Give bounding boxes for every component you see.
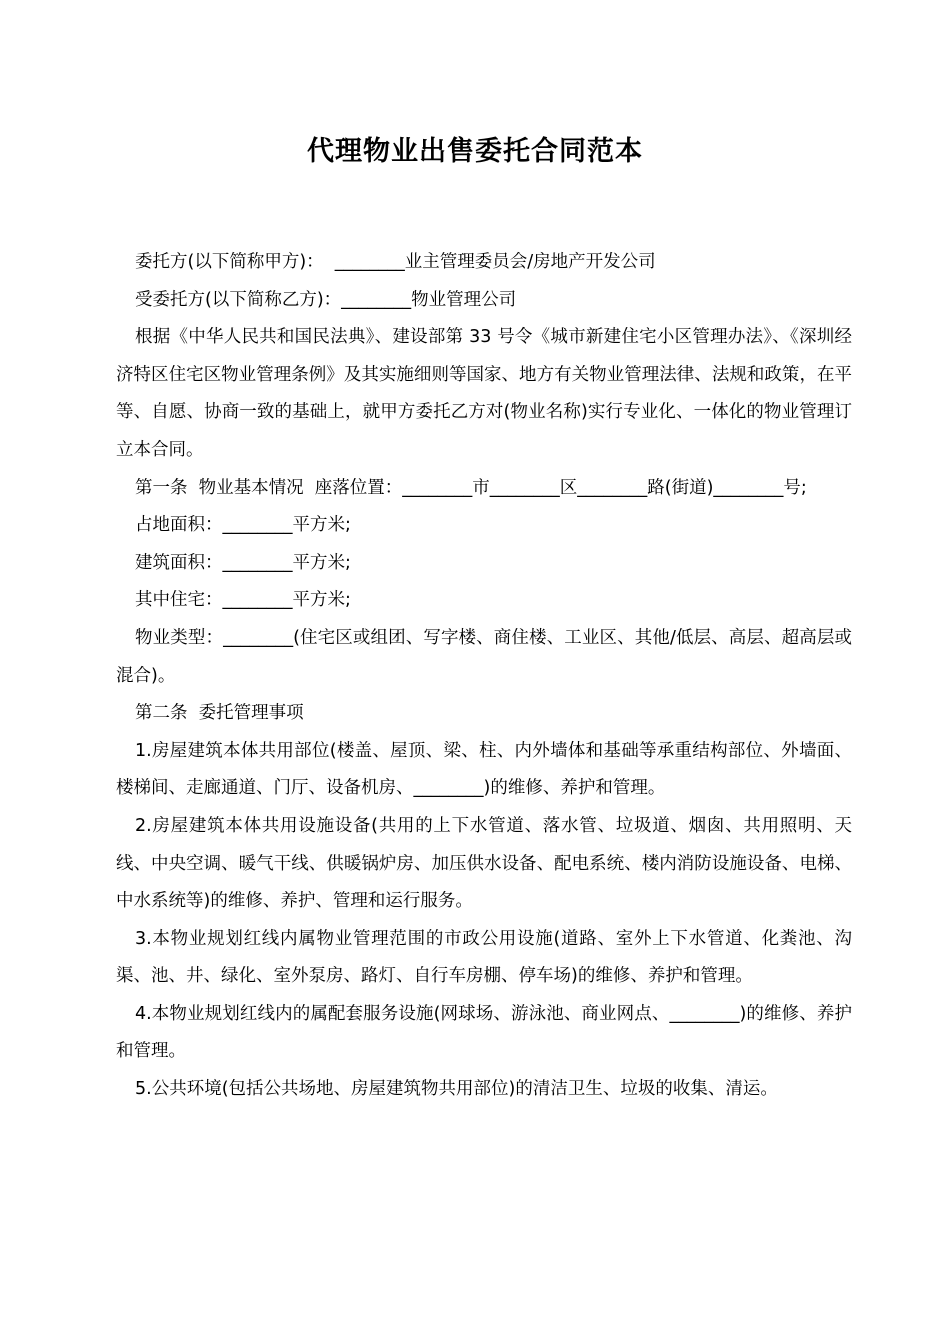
document-body (116, 244, 852, 1109)
article-2-heading: 第二条 委托管理事项 (135, 703, 304, 724)
clause-preamble: 根据《中华人民共和国民法典》、建设部第 33 号令《城市新建住宅小区管理办法》、《深圳经济特区住宅区物业管理条例》及其实施细则等国家、地方有关物业管理法律、法规和政策，在平等、自愿、协商一致的基础上，就甲方委托乙方对(物业名称)实行专业化、一体化的物业管理订立本合同。 (116, 327, 852, 460)
document-title: 代理物业出售委托合同范本 (307, 136, 643, 167)
article-2-item-4: 4.本物业规划红线内的属配套服务设施(网球场、游泳池、商业网点、________)的维修、养护和管理。 (116, 1003, 852, 1062)
article-2-item-1: 1.房屋建筑本体共用部位(楼盖、屋顶、梁、柱、内外墙体和基础等承重结构部位、外墙面、楼梯间、走廊通道、门厅、设备机房、________)的维修、养护和管理。 (116, 740, 852, 799)
clause-client-party: 委托方(以下简称甲方)： ________业主管理委员会/房地产开发公司 (135, 252, 656, 272)
article-2-item-2: 2.房屋建筑本体共用设施设备(共用的上下水管道、落水管、垃圾道、烟囱、共用照明、天线、中央空调、暖气干线、供暖锅炉房、加压供水设备、配电系统、楼内消防设施设备、电梯、中水系统等)的维修、养护、管理和运行服务。 (116, 815, 852, 912)
article-1-property-type: 物业类型：________(住宅区或组团、写字楼、商住楼、工业区、其他/低层、高层、超高层或混合)。 (116, 627, 852, 686)
article-1-land-area: 占地面积：________平方米; (135, 515, 351, 536)
article-1-building-area: 建筑面积：________平方米; (135, 552, 351, 573)
article-1-residential-area: 其中住宅：________平方米; (135, 590, 351, 611)
article-2-item-5: 5.公共环境(包括公共场地、房屋建筑物共用部位)的清洁卫生、垃圾的收集、清运。 (135, 1079, 778, 1100)
article-1-location: 第一条 物业基本情况 座落位置：________市________区________路(街道)________号; (135, 477, 807, 498)
article-2-item-3: 3.本物业规划红线内属物业管理范围的市政公用设施(道路、室外上下水管道、化粪池、沟渠、池、井、绿化、室外泵房、路灯、自行车房棚、停车场)的维修、养护和管理。 (116, 928, 852, 987)
clause-agent-party: 受委托方(以下简称乙方)：________物业管理公司 (135, 289, 517, 310)
